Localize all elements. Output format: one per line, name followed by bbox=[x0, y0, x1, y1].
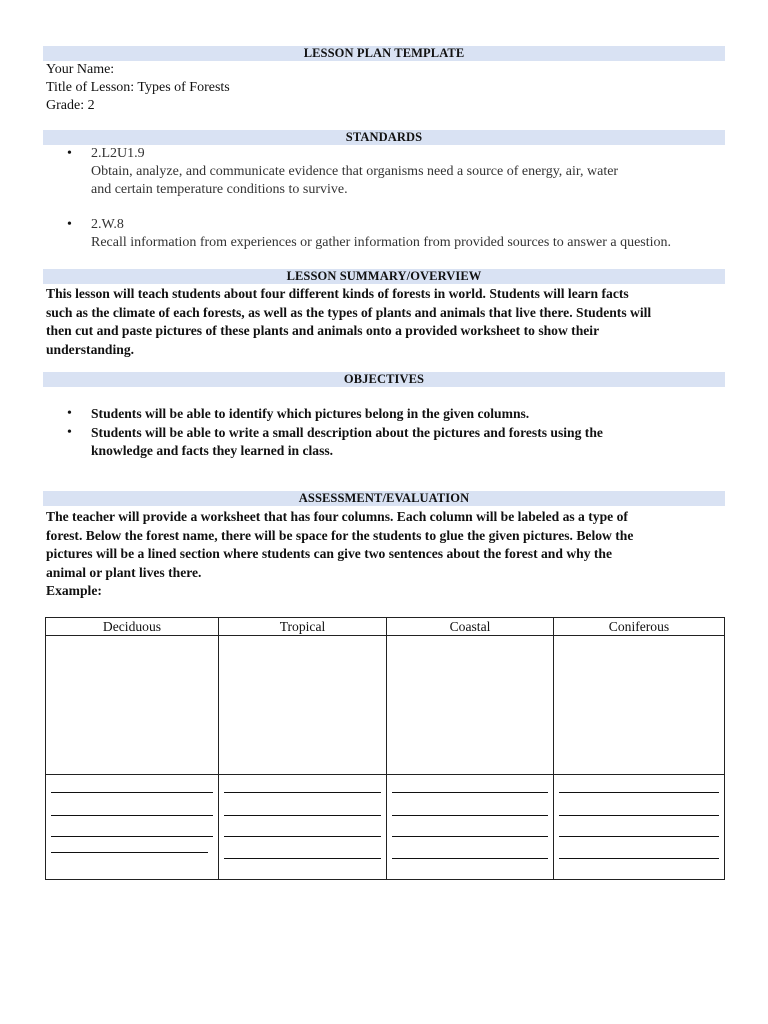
column-header-tropical: Tropical bbox=[219, 618, 387, 636]
summary-paragraph bbox=[46, 285, 722, 359]
writing-line bbox=[392, 792, 548, 793]
writing-line bbox=[559, 836, 719, 837]
writing-row bbox=[46, 775, 725, 880]
writing-line bbox=[51, 836, 213, 837]
picture-area-deciduous bbox=[46, 636, 219, 775]
writing-line bbox=[559, 792, 719, 793]
writing-line bbox=[392, 858, 548, 859]
writing-line bbox=[392, 836, 548, 837]
section-header-summary: LESSON SUMMARY/OVERVIEW bbox=[43, 269, 725, 284]
section-header-standards: STANDARDS bbox=[43, 130, 725, 145]
assessment-line: animal or plant lives there. bbox=[46, 564, 202, 580]
assessment-line: pictures will be a lined section where students can give two sentences about the forest and why the bbox=[46, 546, 613, 561]
standard-code: 2.W.8 bbox=[91, 217, 124, 232]
section-header-assessment: ASSESSMENT/EVALUATION bbox=[43, 491, 725, 506]
picture-area-tropical bbox=[219, 636, 387, 775]
worksheet-table bbox=[45, 617, 725, 880]
objective-line: knowledge and facts they learned in class. bbox=[91, 443, 334, 458]
section-header-objectives: OBJECTIVES bbox=[43, 372, 725, 387]
standard-code: 2.L2U1.9 bbox=[91, 146, 145, 161]
objective-line: Students will be able to write a small description about the pictures and forests using the bbox=[91, 425, 603, 440]
writing-line bbox=[51, 815, 213, 816]
writing-line bbox=[51, 852, 208, 853]
writing-area-tropical bbox=[219, 775, 387, 880]
writing-line bbox=[559, 858, 719, 859]
writing-line bbox=[392, 815, 548, 816]
picture-row bbox=[46, 636, 725, 775]
writing-line bbox=[51, 792, 213, 793]
bullet-icon: • bbox=[67, 425, 72, 440]
column-header-coastal: Coastal bbox=[387, 618, 554, 636]
writing-area-coniferous bbox=[554, 775, 725, 880]
summary-line: such as the climate of each forests, as well as the types of plants and animals that live there. Students will bbox=[46, 304, 652, 320]
objective-line: Students will be able to identify which pictures belong in the given columns. bbox=[91, 406, 530, 421]
summary-line: This lesson will teach students about four different kinds of forests in world. Students will learn facts bbox=[46, 286, 629, 301]
writing-line bbox=[224, 836, 381, 837]
writing-line bbox=[224, 792, 381, 793]
bullet-icon: • bbox=[67, 406, 72, 421]
worksheet-header-row bbox=[46, 618, 725, 636]
assessment-line: forest. Below the forest name, there will be space for the students to glue the given pictures. Below the bbox=[46, 527, 634, 543]
standard-description-line: Obtain, analyze, and communicate evidence that organisms need a source of energy, air, water bbox=[91, 164, 619, 179]
summary-line: understanding. bbox=[46, 341, 135, 357]
bullet-icon: • bbox=[67, 217, 72, 232]
assessment-paragraph bbox=[46, 508, 722, 601]
writing-area-coastal bbox=[387, 775, 554, 880]
summary-line: then cut and paste pictures of these plants and animals onto a provided worksheet to show their bbox=[46, 323, 600, 338]
writing-line bbox=[224, 815, 381, 816]
section-header-lesson-plan: LESSON PLAN TEMPLATE bbox=[43, 46, 725, 61]
example-label: Example: bbox=[46, 583, 102, 598]
picture-area-coniferous bbox=[554, 636, 725, 775]
writing-line bbox=[224, 858, 381, 859]
lesson-title-line: Title of Lesson: Types of Forests bbox=[46, 80, 230, 95]
writing-line bbox=[559, 815, 719, 816]
your-name-line: Your Name: bbox=[46, 62, 115, 77]
standard-description-line: Recall information from experiences or gather information from provided sources to answer a question. bbox=[91, 235, 672, 250]
bullet-icon: • bbox=[67, 146, 72, 161]
assessment-line: The teacher will provide a worksheet that has four columns. Each column will be labeled as a type of bbox=[46, 509, 628, 524]
writing-area-deciduous bbox=[46, 775, 219, 880]
picture-area-coastal bbox=[387, 636, 554, 775]
column-header-deciduous: Deciduous bbox=[46, 618, 219, 636]
standard-description-line: and certain temperature conditions to survive. bbox=[91, 182, 348, 197]
column-header-coniferous: Coniferous bbox=[554, 618, 725, 636]
grade-line: Grade: 2 bbox=[46, 98, 95, 113]
